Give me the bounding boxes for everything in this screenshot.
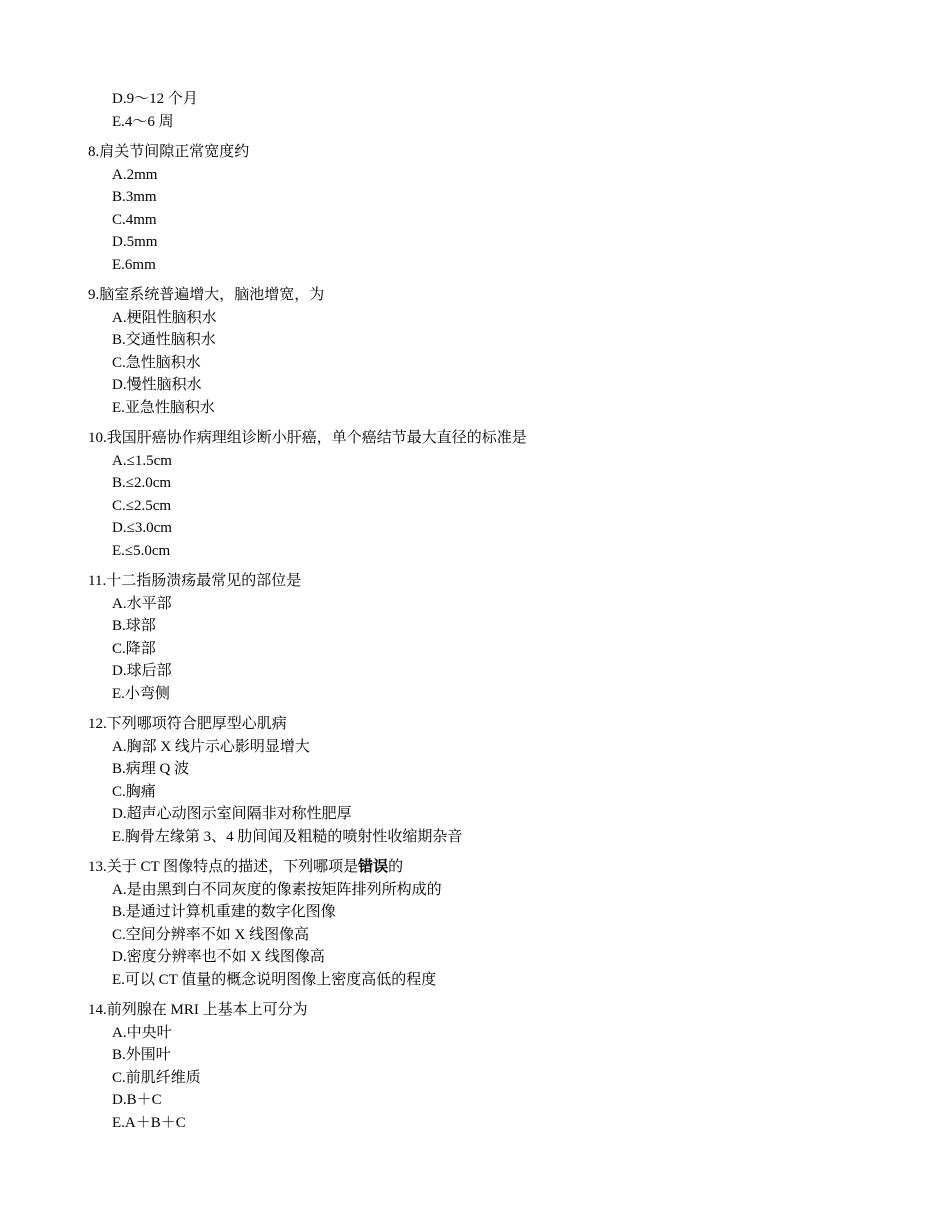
option-e: E.亚急性脑积水 xyxy=(112,399,215,416)
option-e: E.小弯侧 xyxy=(112,685,170,702)
question-stem: 12.下列哪项符合肥厚型心肌病 xyxy=(88,716,287,732)
option-d: D.慢性脑积水 xyxy=(112,377,202,393)
option-b: B.球部 xyxy=(112,618,156,634)
option-d: D.球后部 xyxy=(112,663,172,679)
option-b: B.是通过计算机重建的数字化图像 xyxy=(112,904,336,920)
option-a: A.胸部 X 线片示心影明显增大 xyxy=(112,738,310,755)
option-b: B.交通性脑积水 xyxy=(112,332,216,348)
option-d: D.≤3.0cm xyxy=(112,520,172,536)
question-12 xyxy=(88,713,868,848)
option-b: B.≤2.0cm xyxy=(112,475,172,491)
option-c: C.急性脑积水 xyxy=(112,354,201,371)
option-c: C.空间分辨率不如 X 线图像高 xyxy=(112,926,310,943)
option-c: C.≤2.5cm xyxy=(112,497,172,514)
option-d: D.5mm xyxy=(112,234,158,250)
option-b: B.3mm xyxy=(112,189,157,205)
option-a: A.水平部 xyxy=(112,595,172,612)
question-stem: 11.十二指肠溃疡最常见的部位是 xyxy=(88,573,302,589)
question-stem: 8.肩关节间隙正常宽度约 xyxy=(88,144,250,160)
question-stem-suffix: 的 xyxy=(388,859,404,875)
question-stem: 10.我国肝癌协作病理组诊断小肝癌，单个癌结节最大直径的标准是 xyxy=(88,430,527,446)
option-d: D.密度分辨率也不如 X 线图像高 xyxy=(112,949,325,965)
option-c: C.前肌纤维质 xyxy=(112,1069,201,1086)
question-list xyxy=(88,88,868,1134)
question-7-continuation xyxy=(88,88,868,133)
option-d: D.B＋C xyxy=(112,1092,162,1108)
question-stem-emphasis: 错误 xyxy=(358,859,389,875)
option-d: D.超声心动图示室间隔非对称性肥厚 xyxy=(112,806,352,822)
question-11 xyxy=(88,570,868,705)
question-10 xyxy=(88,427,868,562)
option-e: E.可以 CT 值量的概念说明图像上密度高低的程度 xyxy=(112,971,437,988)
option-b: B.病理 Q 波 xyxy=(112,761,190,777)
question-stem-prefix: 13.关于 CT 图像特点的描述，下列哪项是 xyxy=(88,859,359,875)
question-13 xyxy=(88,856,868,991)
question-9 xyxy=(88,284,868,419)
question-8 xyxy=(88,141,868,276)
option-c: C.4mm xyxy=(112,211,157,228)
option-a: A.中央叶 xyxy=(112,1024,172,1041)
question-stem: 9.脑室系统普遍增大，脑池增宽，为 xyxy=(88,287,325,303)
option-a: A.2mm xyxy=(112,166,158,183)
option-a: A.是由黑到白不同灰度的像素按矩阵排列所构成的 xyxy=(112,881,442,898)
option-e: E.胸骨左缘第 3、4 肋间闻及粗糙的喷射性收缩期杂音 xyxy=(112,828,463,845)
option-d: D.9～12 个月 xyxy=(112,91,198,107)
question-stem: 14.前列腺在 MRI 上基本上可分为 xyxy=(88,1002,308,1018)
option-a: A.梗阻性脑积水 xyxy=(112,309,217,326)
option-b: B.外围叶 xyxy=(112,1047,171,1063)
option-e: E.A＋B＋C xyxy=(112,1114,186,1131)
option-a: A.≤1.5cm xyxy=(112,452,172,469)
option-c: C.降部 xyxy=(112,640,156,657)
option-e: E.6mm xyxy=(112,256,156,273)
option-e: E.≤5.0cm xyxy=(112,542,171,559)
question-14 xyxy=(88,999,868,1134)
option-c: C.胸痛 xyxy=(112,783,156,800)
option-e: E.4～6 周 xyxy=(112,113,174,130)
question-stem xyxy=(88,856,868,879)
